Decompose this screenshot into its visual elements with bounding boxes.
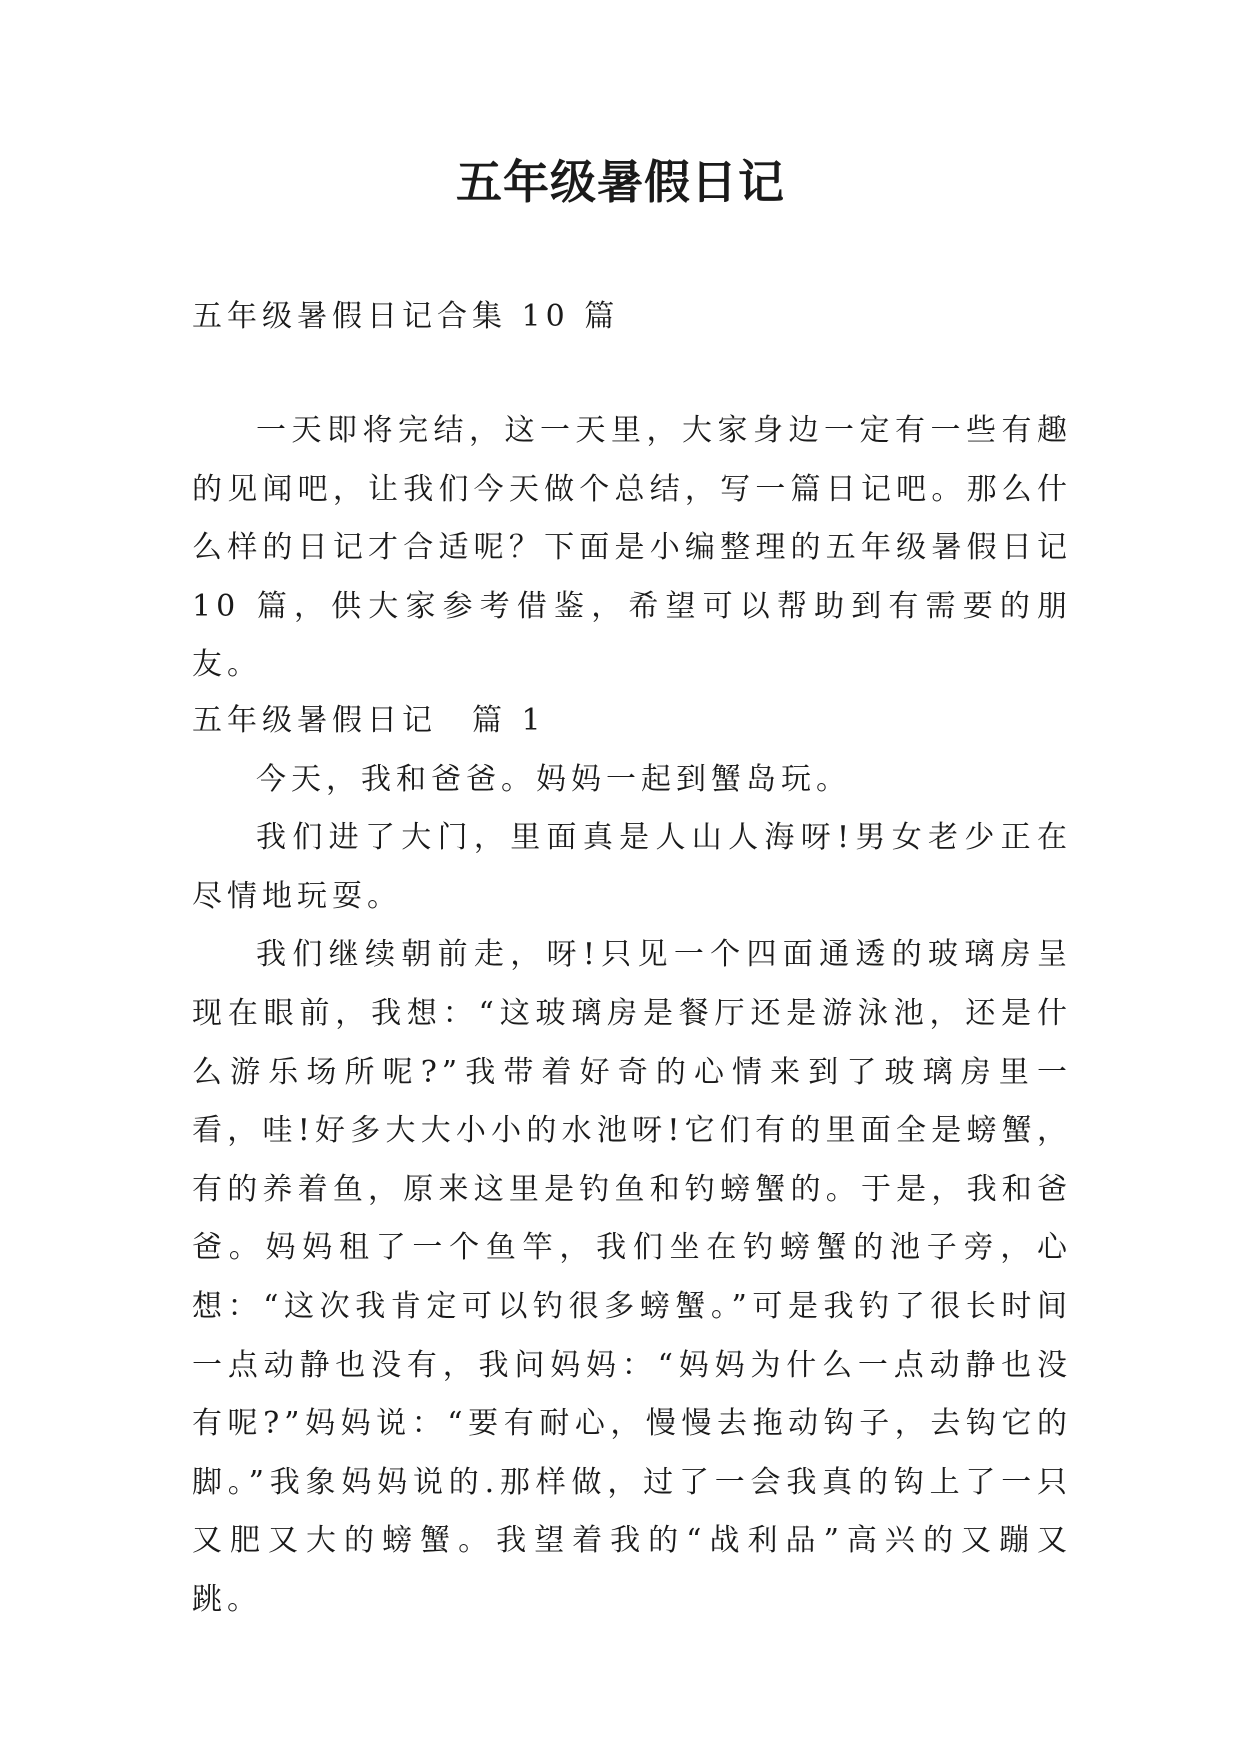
section-paragraph: 我们进了大门，里面真是人山人海呀!男女老少正在尽情地玩耍。 (192, 820, 1072, 914)
intro-paragraph (192, 402, 1072, 695)
intro-text: 一天即将完结，这一天里，大家身边一定有一些有趣的见闻吧，让我们今天做个总结，写一篇日记吧。那么什么样的日记才合适呢？下面是小编整理的五年级暑假日记 10 篇，供大家参考借鉴，希望可以帮助到有需要的朋友。 (192, 413, 1072, 683)
section-paragraph: 今天，我和爸爸。妈妈一起到蟹岛玩。 (256, 761, 851, 797)
document-subtitle (192, 288, 1072, 347)
document-title: 五年级暑假日记 (456, 155, 785, 209)
section-paragraph: 我们继续朝前走，呀!只见一个四面通透的玻璃房呈现在眼前，我想：“这玻璃房是餐厅还是游泳池，还是什么游乐场所呢?”我带着好奇的心情来到了玻璃房里一看，哇!好多大大小小的水池呀!它们有的里面全是螃蟹，有的养着鱼，原来这里是钓鱼和钓螃蟹的。于是，我和爸爸。妈妈租了一个鱼竿，我们坐在钓螃蟹的池子旁，心想：“这次我肯定可以钓很多螃蟹。”可是我钓了很长时间一点动静也没有，我问妈妈：“妈妈为什么一点动静也没有呢?”妈妈说：“要有耐心，慢慢去拖动钩子，去钩它的脚。”我象妈妈说的.那样做，过了一会我真的钩上了一只又肥又大的螃蟹。我望着我的“战利品”高兴的又蹦又跳。 (192, 937, 1072, 1617)
subtitle-text: 五年级暑假日记合集 10 篇 (192, 299, 620, 334)
section-heading: 五年级暑假日记 篇 1 (192, 703, 546, 738)
diary-section-1 (192, 692, 1072, 1630)
